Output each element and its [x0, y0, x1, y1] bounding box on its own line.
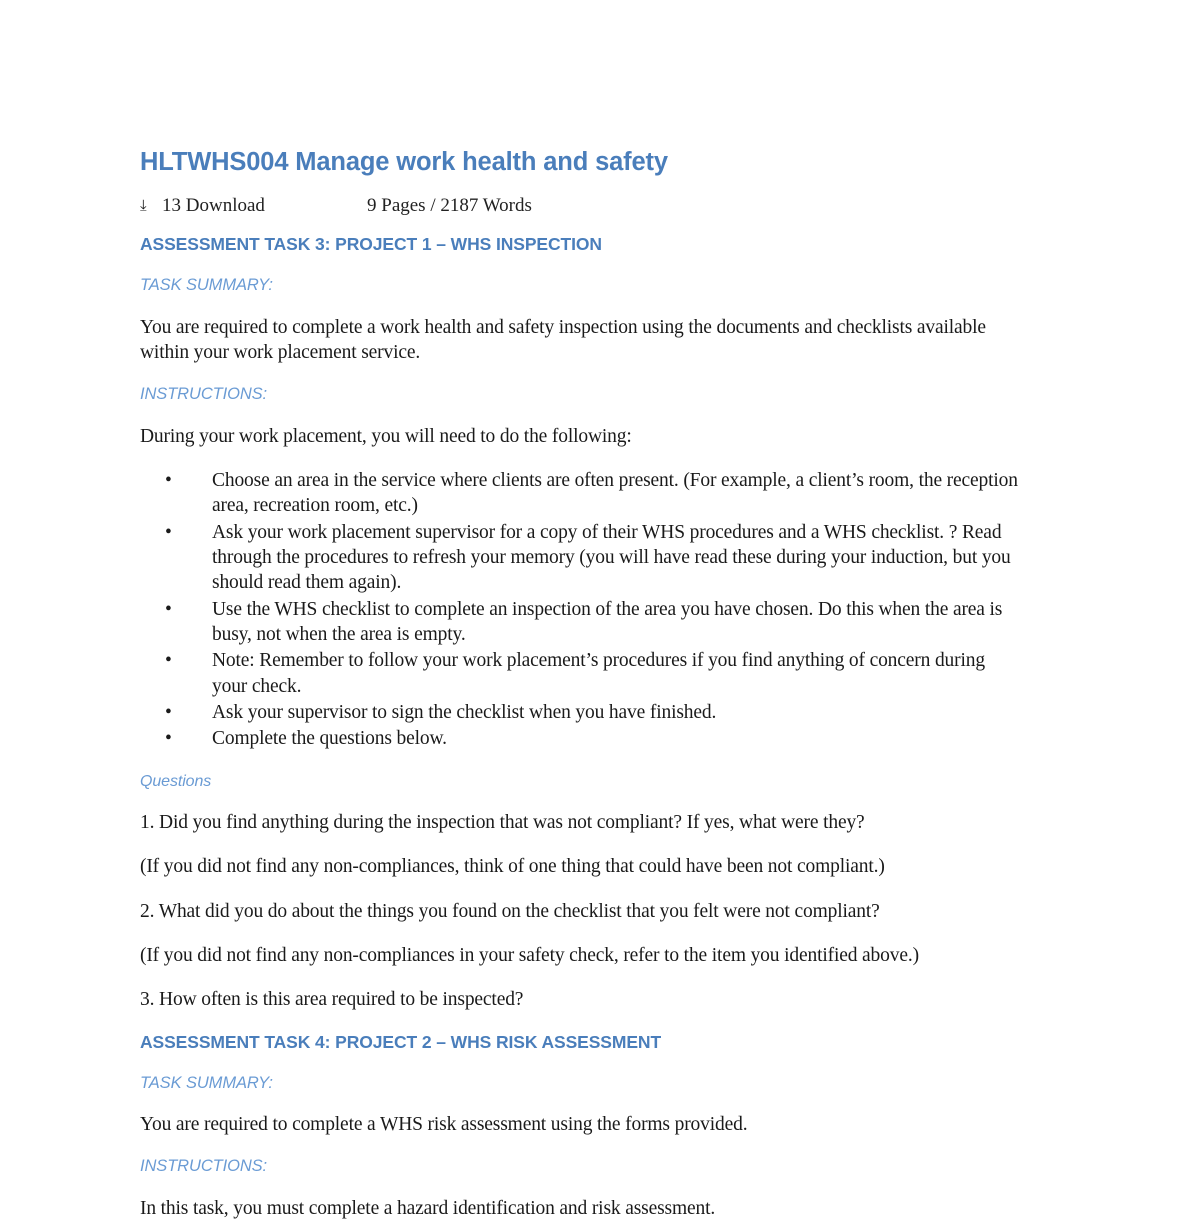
section-heading-task-4: ASSESSMENT TASK 4: PROJECT 2 – WHS RISK ASSESSMENT [140, 1031, 662, 1052]
question-2-note: (If you did not find any non-compliances in your safety check, refer to the item you identified above.) [140, 944, 919, 966]
list-item [140, 700, 1022, 725]
list-item-text: Complete the questions below. [212, 728, 447, 750]
task-summary-label-task-4: TASK SUMMARY: [140, 1073, 273, 1092]
question-1: 1. Did you find anything during the inspection that was not compliant? If yes, what were they? [140, 811, 865, 833]
list-item-text: Ask your work placement supervisor for a copy of their WHS procedures and a WHS checklist. ? Read through the procedures to refresh your memory (you will have read these during your induction, but you should read them again). [212, 521, 1011, 594]
bullet-icon: • [165, 521, 172, 543]
list-item [140, 468, 1022, 519]
task-summary-text-task-3: You are required to complete a work health and safety inspection using the documents and checklists available within your work placement service. [140, 317, 986, 364]
instructions-intro-task-4: In this task, you must complete a hazard identification and risk assessment. [140, 1197, 716, 1219]
list-item [140, 726, 1022, 751]
instructions-label-task-3: INSTRUCTIONS: [140, 384, 268, 403]
question-1-note: (If you did not find any non-compliances, think of one thing that could have been not compliant.) [140, 856, 885, 878]
instructions-intro-task-3: During your work placement, you will need to do the following: [140, 425, 632, 447]
task-summary-text-task-4: You are required to complete a WHS risk assessment using the forms provided. [140, 1114, 748, 1136]
list-item [140, 648, 1022, 699]
task-summary-label-task-3: TASK SUMMARY: [140, 276, 273, 295]
questions-label: Questions [140, 772, 212, 790]
download-arrow-icon: ⤓ [140, 195, 147, 214]
section-heading-task-3: ASSESSMENT TASK 3: PROJECT 1 – WHS INSPECTION [140, 234, 602, 255]
bullet-icon: • [165, 598, 172, 620]
bullet-icon: • [165, 702, 172, 724]
instructions-label-task-4: INSTRUCTIONS: [140, 1156, 268, 1175]
question-2: 2. What did you do about the things you found on the checklist that you felt were not compliant? [140, 900, 880, 922]
page-title: HLTWHS004 Manage work health and safety [140, 148, 668, 176]
bullet-icon: • [165, 469, 172, 491]
list-item-text: Choose an area in the service where clients are often present. (For example, a client’s room, the reception area, recreation room, etc.) [212, 469, 1018, 517]
list-item-text: Use the WHS checklist to complete an inspection of the area you have chosen. Do this when the area is busy, not when the area is empty. [212, 598, 1003, 646]
download-count: 13 Download [162, 194, 265, 216]
list-item [140, 597, 1022, 648]
bullet-icon: • [165, 728, 172, 750]
list-item [140, 520, 1022, 596]
pages-words-count: 9 Pages / 2187 Words [367, 194, 532, 216]
list-item-text: Note: Remember to follow your work placement’s procedures if you find anything of concern during your check. [212, 650, 985, 697]
list-item-text: Ask your supervisor to sign the checklist when you have finished. [212, 702, 717, 724]
question-3: 3. How often is this area required to be inspected? [140, 989, 524, 1011]
document-meta [140, 195, 1022, 218]
bullet-icon: • [165, 650, 172, 672]
instructions-bullet-list [140, 468, 1022, 752]
